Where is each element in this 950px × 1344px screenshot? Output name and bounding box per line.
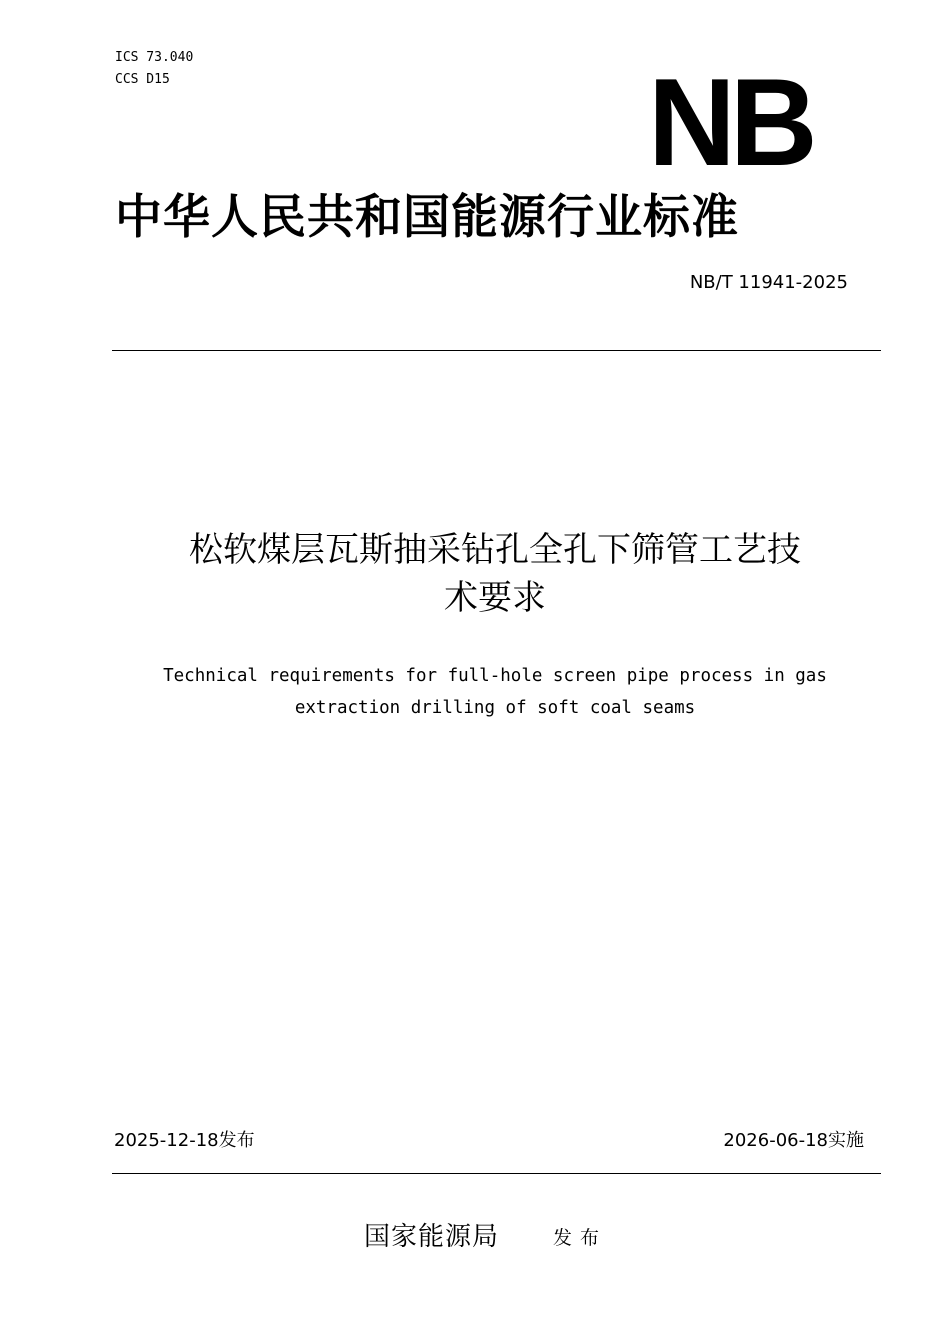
bottom-divider bbox=[112, 1173, 881, 1174]
top-divider bbox=[112, 350, 881, 351]
issue-date: 2025-12-18发布 bbox=[114, 1130, 255, 1151]
document-title-chinese bbox=[100, 526, 890, 622]
publisher-name: 国家能源局 bbox=[364, 1222, 500, 1252]
document-title-english bbox=[95, 660, 895, 724]
standard-category-title: 中华人民共和国能源行业标准 bbox=[115, 190, 739, 245]
title-en-line-1: Technical requirements for full-hole screen pipe process in gas bbox=[163, 666, 827, 686]
ics-code: ICS 73.040 bbox=[115, 50, 194, 65]
title-en-line-2: extraction drilling of soft coal seams bbox=[294, 698, 696, 718]
title-cn-line-2: 术要求 bbox=[444, 578, 546, 618]
implementation-date: 2026-06-18实施 bbox=[723, 1130, 864, 1151]
ccs-code: CCS D15 bbox=[115, 72, 170, 87]
title-cn-line-1: 松软煤层瓦斯抽采钻孔全孔下筛管工艺技 bbox=[189, 530, 801, 570]
classification-codes bbox=[115, 47, 193, 91]
nb-logo: NB bbox=[648, 54, 812, 192]
publish-label: 发布 bbox=[553, 1227, 608, 1249]
standard-number: NB/T 11941-2025 bbox=[689, 272, 848, 293]
